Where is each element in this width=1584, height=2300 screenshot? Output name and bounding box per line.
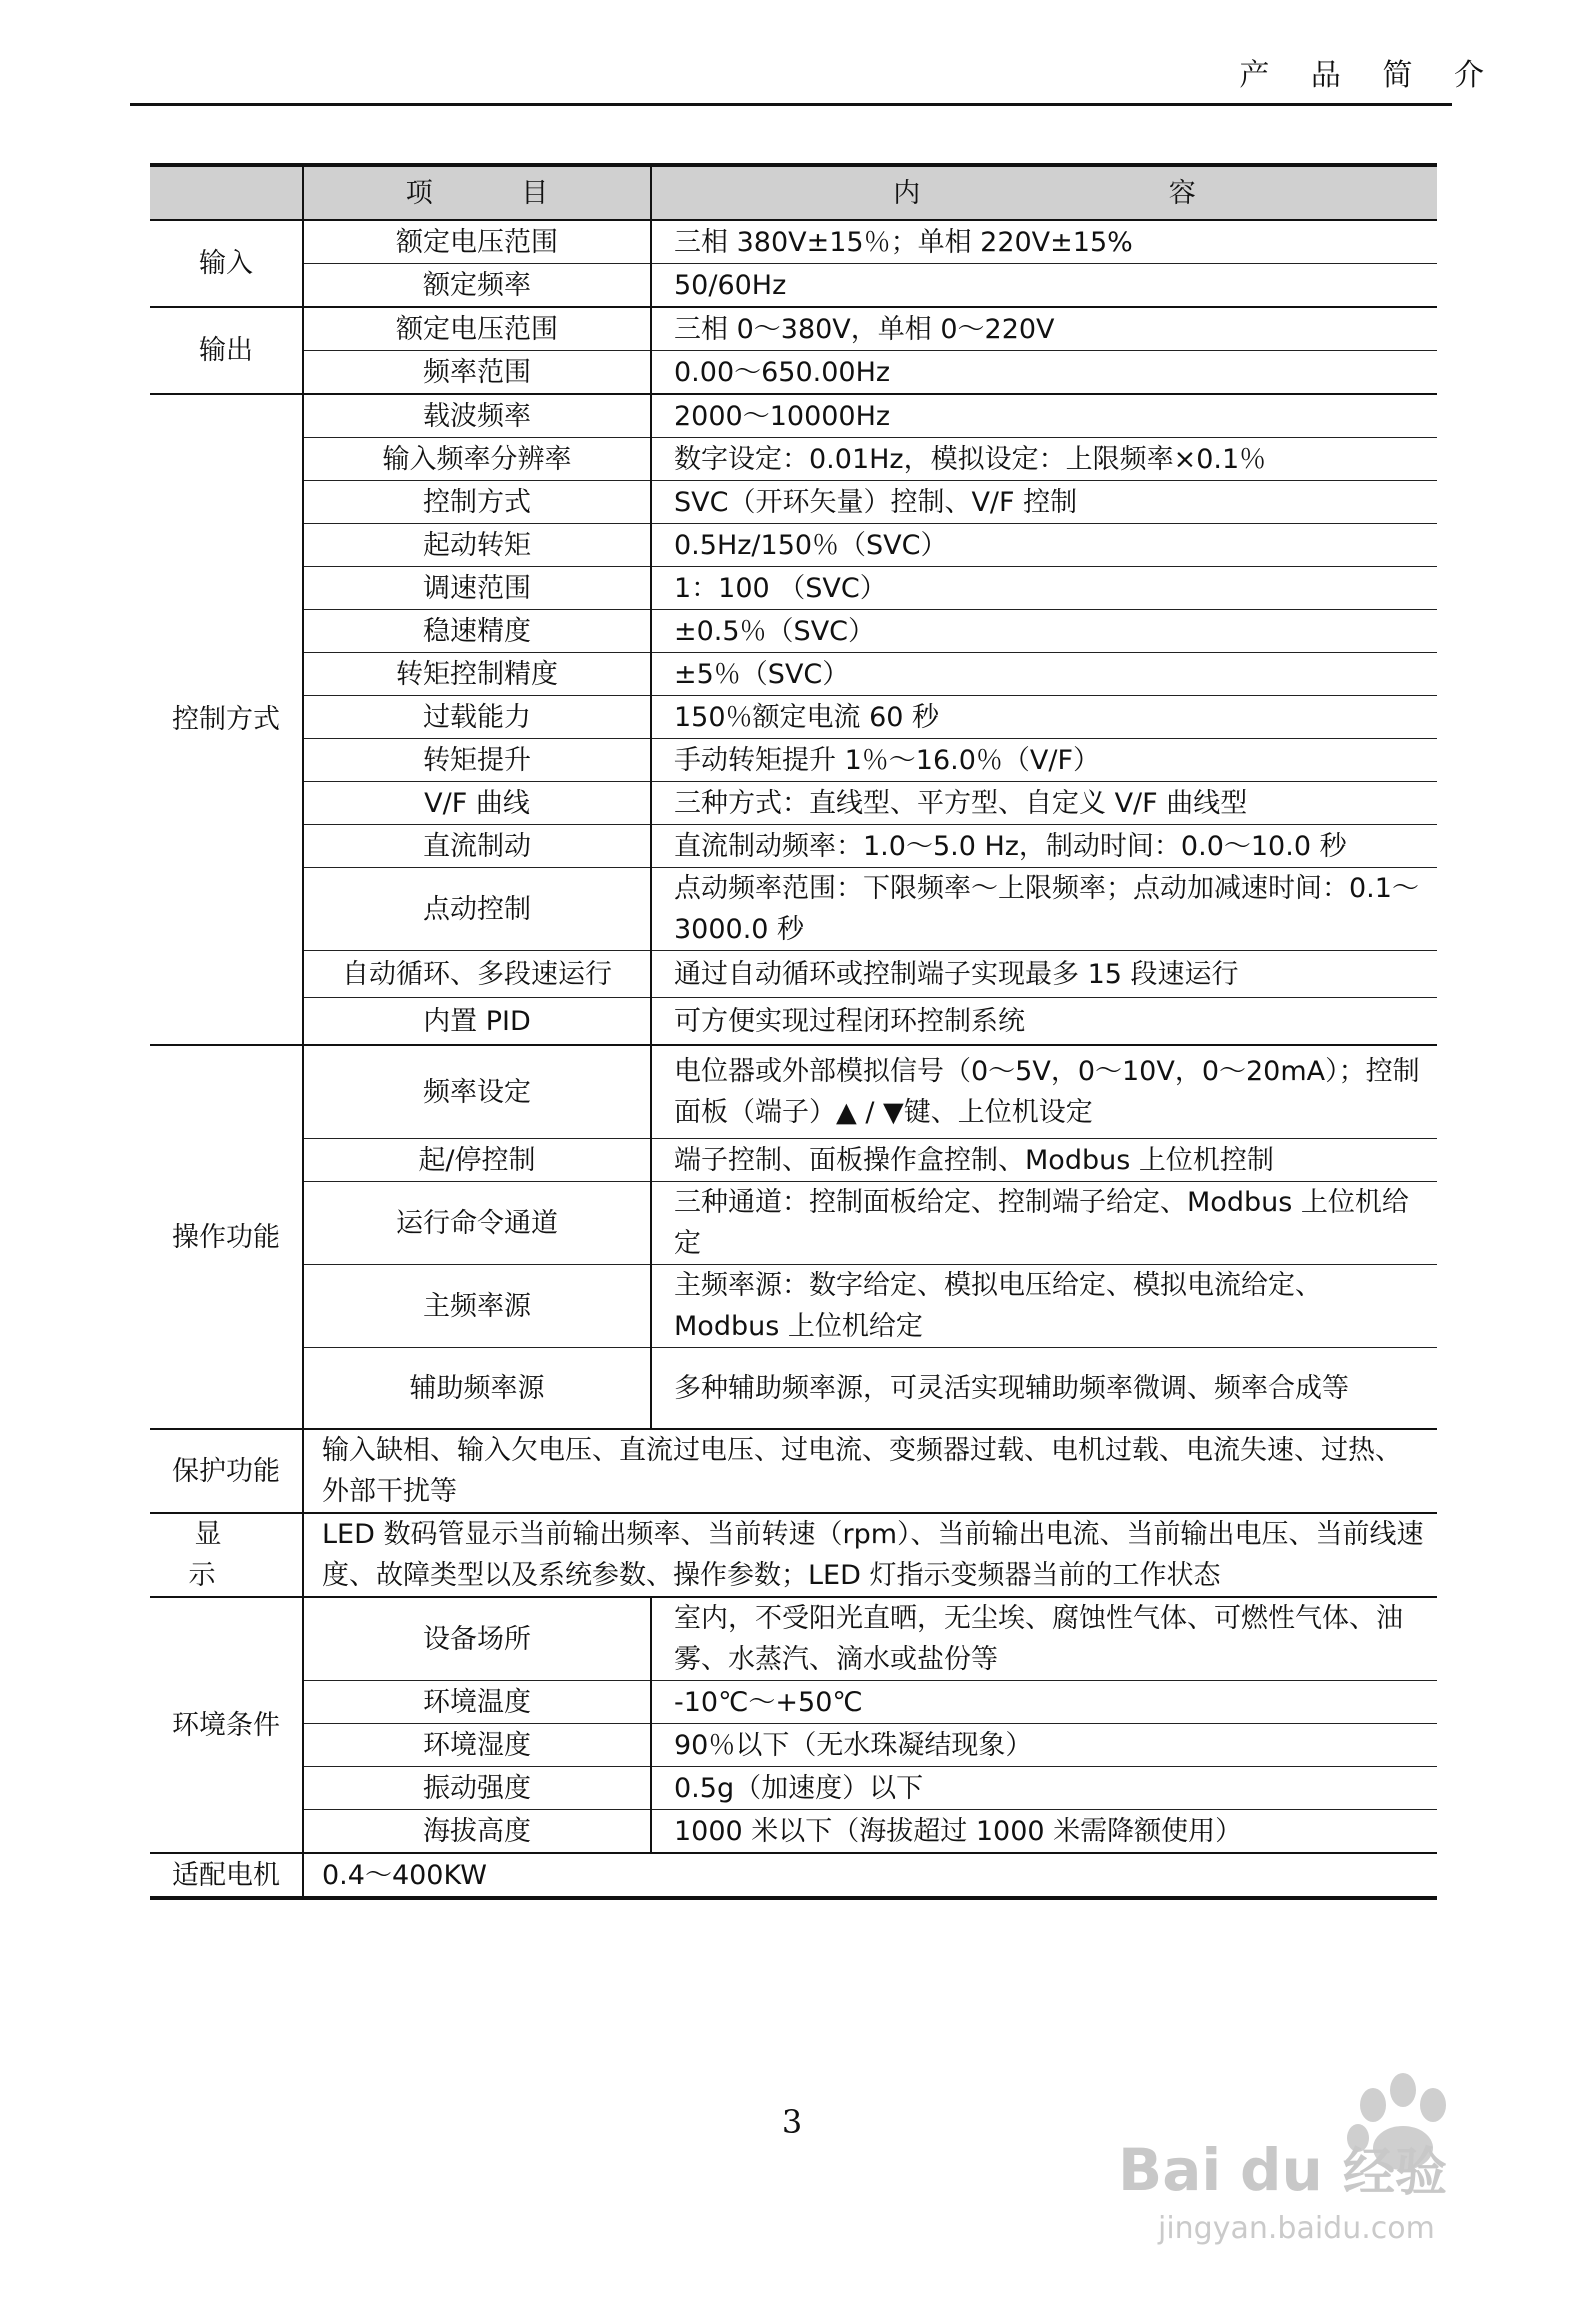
value-cell: ±5％（SVC） [651,653,1437,696]
value-cell: 可方便实现过程闭环控制系统 [651,998,1437,1046]
item-cell: 环境温度 [303,1681,651,1724]
header-title: 产 品 简 介 [1239,58,1500,93]
value-cell: 直流制动频率：1.0～5.0 Hz，制动时间：0.0～10.0 秒 [651,825,1437,868]
table-row [150,1429,1437,1513]
table-row [150,610,1437,653]
header-rule [130,103,1452,106]
category-cell: 环境条件 [150,1597,303,1853]
item-cell: 起/停控制 [303,1139,651,1182]
value-cell: 1：100 （SVC） [651,567,1437,610]
table-row [150,394,1437,438]
category-cell: 操作功能 [150,1045,303,1429]
watermark-url: jingyan.baidu.com [1158,2211,1435,2246]
table-row [150,524,1437,567]
table-row [150,1139,1437,1182]
value-cell: ±0.5％（SVC） [651,610,1437,653]
table-row [150,1045,1437,1139]
item-cell: 内置 PID [303,998,651,1046]
item-cell: 过载能力 [303,696,651,739]
item-cell: 自动循环、多段速运行 [303,951,651,998]
table-row [150,1767,1437,1810]
value-cell: 电位器或外部模拟信号（0～5V，0～10V，0～20mA）；控制面板（端子）▲ / ▼键、上位机设定 [651,1045,1437,1139]
table-header-row [150,165,1437,220]
value-cell: 通过自动循环或控制端子实现最多 15 段速运行 [651,951,1437,998]
value-cell: LED 数码管显示当前输出频率、当前转速（rpm）、当前输出电流、当前输出电压、当前线速度、故障类型以及系统参数、操作参数；LED 灯指示变频器当前的工作状态 [303,1513,1437,1597]
spec-table [150,163,1437,1900]
table-row [150,1681,1437,1724]
value-cell: 1000 米以下（海拔超过 1000 米需降额使用） [651,1810,1437,1854]
table-row [150,351,1437,395]
watermark-brand: Bai [1118,2136,1222,2204]
item-cell: 频率设定 [303,1045,651,1139]
item-cell: 环境湿度 [303,1724,651,1767]
table-row [150,438,1437,481]
item-cell: V/F 曲线 [303,782,651,825]
item-cell: 起动转矩 [303,524,651,567]
table-row [150,825,1437,868]
table-row [150,782,1437,825]
table-row [150,1265,1437,1348]
table-row [150,1853,1437,1898]
category-cell: 输出 [150,307,303,394]
item-cell: 直流制动 [303,825,651,868]
value-cell: 多种辅助频率源，可灵活实现辅助频率微调、频率合成等 [651,1348,1437,1430]
baidu-jingyan-watermark [1118,2060,1498,2260]
item-cell: 调速范围 [303,567,651,610]
item-cell: 稳速精度 [303,610,651,653]
table-row [150,653,1437,696]
value-cell: 端子控制、面板操作盒控制、Modbus 上位机控制 [651,1139,1437,1182]
item-cell: 额定频率 [303,264,651,308]
item-cell: 主频率源 [303,1265,651,1348]
item-cell: 载波频率 [303,394,651,438]
table-row [150,739,1437,782]
table-row [150,481,1437,524]
table-row [150,998,1437,1046]
table-row [150,1810,1437,1854]
table-row [150,264,1437,308]
item-cell: 振动强度 [303,1767,651,1810]
item-cell: 辅助频率源 [303,1348,651,1430]
value-cell: SVC（开环矢量）控制、V/F 控制 [651,481,1437,524]
header-cell-content: 内 容 [651,165,1437,220]
watermark-brand-du: du [1240,2136,1323,2204]
table-row [150,696,1437,739]
category-cell: 控制方式 [150,394,303,1045]
value-cell: 室内，不受阳光直晒，无尘埃、腐蚀性气体、可燃性气体、油雾、水蒸汽、滴水或盐份等 [651,1597,1437,1681]
header-cell-blank [150,165,303,220]
value-cell: 输入缺相、输入欠电压、直流过电压、过电流、变频器过载、电机过载、电流失速、过热、外部干扰等 [303,1429,1437,1513]
item-cell: 海拔高度 [303,1810,651,1854]
value-cell: 三相 0～380V，单相 0～220V [651,307,1437,351]
table-row [150,868,1437,951]
value-cell: 0.5g（加速度）以下 [651,1767,1437,1810]
item-cell: 输入频率分辨率 [303,438,651,481]
value-cell: 0.5Hz/150％（SVC） [651,524,1437,567]
table-row [150,1513,1437,1597]
table-row [150,307,1437,351]
value-cell: 0.00～650.00Hz [651,351,1437,395]
value-cell: 主频率源：数字给定、模拟电压给定、模拟电流给定、Modbus 上位机给定 [651,1265,1437,1348]
watermark-brand-cn: 经验 [1343,2143,1448,2203]
value-cell: 数字设定：0.01Hz，模拟设定：上限频率×0.1％ [651,438,1437,481]
value-cell: 三种方式：直线型、平方型、自定义 V/F 曲线型 [651,782,1437,825]
header-cell-item: 项 目 [303,165,651,220]
item-cell: 设备场所 [303,1597,651,1681]
item-cell: 运行命令通道 [303,1182,651,1265]
item-cell: 额定电压范围 [303,220,651,264]
item-cell: 转矩控制精度 [303,653,651,696]
item-cell: 额定电压范围 [303,307,651,351]
page-number: 3 [781,2103,803,2141]
table-row [150,567,1437,610]
item-cell: 频率范围 [303,351,651,395]
table-row [150,951,1437,998]
table-row [150,1597,1437,1681]
item-cell: 转矩提升 [303,739,651,782]
value-cell: -10℃～+50℃ [651,1681,1437,1724]
item-cell: 点动控制 [303,868,651,951]
value-cell: 2000～10000Hz [651,394,1437,438]
category-cell: 保护功能 [150,1429,303,1513]
table-row [150,1724,1437,1767]
value-cell: 三相 380V±15％；单相 220V±15% [651,220,1437,264]
value-cell: 三种通道：控制面板给定、控制端子给定、Modbus 上位机给定 [651,1182,1437,1265]
value-cell: 点动频率范围：下限频率～上限频率；点动加减速时间：0.1～3000.0 秒 [651,868,1437,951]
value-cell: 50/60Hz [651,264,1437,308]
value-cell: 90％以下（无水珠凝结现象） [651,1724,1437,1767]
item-cell: 控制方式 [303,481,651,524]
category-cell: 适配电机 [150,1853,303,1898]
value-cell: 150％额定电流 60 秒 [651,696,1437,739]
value-cell: 手动转矩提升 1％～16.0％（V/F） [651,739,1437,782]
category-cell: 输入 [150,220,303,307]
value-cell: 0.4～400KW [303,1853,1437,1898]
table-row [150,1348,1437,1430]
category-cell: 显 示 [150,1513,303,1597]
table-row [150,220,1437,264]
table-row [150,1182,1437,1265]
